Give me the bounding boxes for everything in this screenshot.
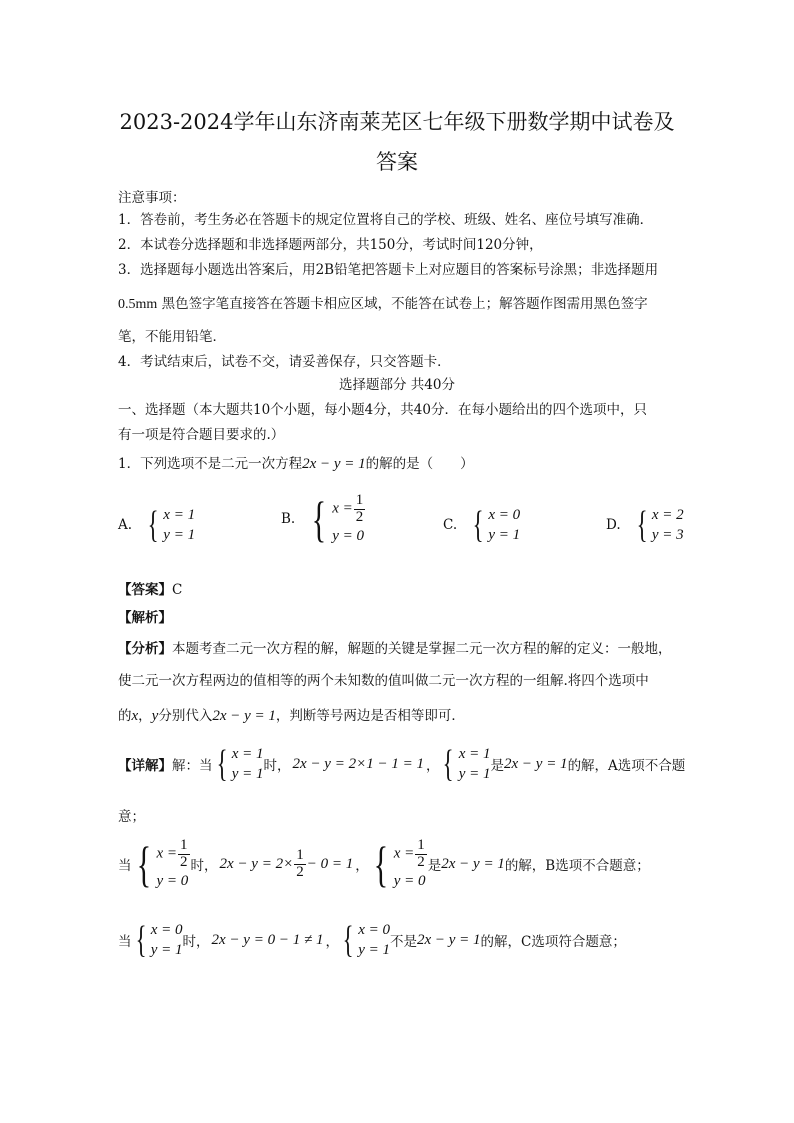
system-row: y = 1 xyxy=(358,942,390,959)
system-row: x = 0 xyxy=(150,922,183,938)
system-row: y = 1 xyxy=(458,766,491,783)
fraction-numerator: 1 xyxy=(180,837,188,853)
system-row: x = 1 xyxy=(458,746,491,762)
system-row xyxy=(394,838,428,871)
text: 的 xyxy=(118,708,132,724)
note-1: 1．答卷前，考生务必在答题卡的规定位置将自己的学校、班级、姓名、座位号填写准确． xyxy=(118,212,654,228)
equation-system xyxy=(469,505,520,546)
calculation: 2x − y = 0 − 1 ≠ 1 xyxy=(211,931,324,948)
system-row: x = 0 xyxy=(488,507,521,523)
fraction-denominator: 2 xyxy=(417,853,425,870)
x-prefix: x = xyxy=(393,845,415,862)
brace-icon: { xyxy=(216,743,228,786)
note-2: 2．本试卷分选择题和非选择题两部分，共150分，考试时间120分钟， xyxy=(118,237,543,253)
text: 的解，A选项不合题 xyxy=(567,758,686,775)
text: 是 xyxy=(427,858,442,875)
equation-system xyxy=(369,838,428,891)
note-3-text: 黑色签字笔直接答在答题卡相应区域，不能答在试卷上；解答题作图需用黑色签字 xyxy=(161,296,648,312)
system-row: y = 0 xyxy=(156,872,189,889)
question-1-prefix: 1．下列选项不是二元一次方程 xyxy=(118,456,303,472)
equation: 2x − y = 1 xyxy=(441,855,505,872)
section-heading-continued: 有一项是符合题目要求的.） xyxy=(118,427,285,443)
system-row: y = 0 xyxy=(332,527,364,544)
option-label: C. xyxy=(443,517,458,534)
note-3-end: 笔，不能用铅笔． xyxy=(118,329,226,345)
question-1-suffix: 的解的是（ ） xyxy=(365,456,474,472)
text: 当 xyxy=(118,934,132,951)
option-c xyxy=(443,505,520,546)
x-prefix: x = xyxy=(332,500,353,517)
detail-line-a-continued: 意； xyxy=(118,809,145,825)
option-label: D. xyxy=(606,517,621,534)
text: ， xyxy=(138,708,152,724)
text: ，判断等号两边是否相等即可． xyxy=(275,708,465,724)
system-row: x = 0 xyxy=(358,922,390,938)
note-3-continued xyxy=(118,292,648,313)
notes-heading: 注意事项： xyxy=(118,190,186,206)
analysis-label: 【解析】 xyxy=(118,610,172,626)
page-title: 2023-2024学年山东济南莱芜区七年级下册数学期中试卷及 xyxy=(119,110,675,134)
fraction-numerator: 1 xyxy=(296,847,304,864)
text: ， xyxy=(425,758,440,775)
variable-y: y xyxy=(151,708,159,724)
system-row xyxy=(157,838,191,871)
brace-icon: { xyxy=(312,491,327,548)
fraction-denominator: 2 xyxy=(180,853,188,870)
system-row: x = 1 xyxy=(163,507,196,523)
option-b xyxy=(281,493,366,546)
analysis-line-2: 使二元一次方程两边的值相等的两个未知数的值叫做二元一次方程的一组解.将四个选项中 xyxy=(118,673,649,689)
x-prefix: x = xyxy=(156,845,178,862)
text: ， xyxy=(325,934,339,951)
option-d xyxy=(606,505,684,546)
equation-system xyxy=(339,920,390,961)
analysis-line-1 xyxy=(118,637,672,657)
system-row: y = 1 xyxy=(488,527,521,544)
text: 的解，C选项符合题意； xyxy=(480,934,626,951)
note-4: 4．考试结束后，试卷不交，请妥善保存，只交答题卡． xyxy=(118,354,451,370)
answer-label: 【答案】 xyxy=(118,582,172,598)
brace-icon: { xyxy=(342,919,354,962)
fraction-numerator: 1 xyxy=(355,492,364,508)
equation-system xyxy=(132,920,183,961)
system-row: y = 1 xyxy=(163,527,196,544)
answer-value: C xyxy=(172,582,183,598)
note-3: 3．选择题每小题选出答案后，用2B铅笔把答题卡上对应题目的答案标号涂黑；非选择题用 xyxy=(118,262,659,278)
brace-icon: { xyxy=(136,836,151,893)
fraction-numerator: 1 xyxy=(417,837,425,853)
fraction-denominator: 2 xyxy=(355,508,364,525)
detail-line-a xyxy=(118,744,685,785)
option-label: B. xyxy=(281,511,296,528)
equation-system xyxy=(213,744,264,785)
brace-icon: { xyxy=(443,743,455,786)
page-title-continued: 答案 xyxy=(376,150,418,174)
question-1 xyxy=(118,452,474,473)
calculation: − 0 = 1 xyxy=(306,855,354,872)
text: 是 xyxy=(490,758,504,775)
text: 的解，B选项不合题意； xyxy=(504,858,650,875)
unit-text: 0.5mm xyxy=(118,297,158,312)
system-row: y = 1 xyxy=(231,766,264,783)
text: 时， xyxy=(263,758,291,775)
system-row: x = 1 xyxy=(231,746,264,762)
text: 当 xyxy=(118,858,132,875)
equation: 2x − y = 1 xyxy=(302,456,366,472)
equation: 2x − y = 1 xyxy=(212,708,276,724)
text: 分别代入 xyxy=(158,708,213,724)
equation-system xyxy=(144,505,195,546)
option-label: A. xyxy=(118,517,133,534)
brace-icon: { xyxy=(472,504,484,547)
equation-system xyxy=(132,838,191,891)
system-row: y = 0 xyxy=(393,872,426,889)
section-heading: 一、选择题（本大题共10个小题，每小题4分，共40分．在每小题给出的四个选项中，只 xyxy=(118,402,647,418)
answer xyxy=(118,578,182,598)
fraction-denominator: 2 xyxy=(296,863,304,880)
equation-system xyxy=(307,493,366,546)
equation: 2x − y = 1 xyxy=(416,931,481,948)
text: ， xyxy=(355,858,369,875)
brace-icon: { xyxy=(147,504,159,547)
detail-tag: 【详解】 xyxy=(118,758,172,775)
equation: 2x − y = 1 xyxy=(504,755,568,772)
brace-icon: { xyxy=(135,919,147,962)
brace-icon: { xyxy=(373,836,388,893)
part-title: 选择题部分 共40分 xyxy=(339,377,455,393)
system-row xyxy=(332,493,366,526)
detail-line-b xyxy=(118,838,650,891)
analysis-tag: 【分析】 xyxy=(118,641,172,657)
text: 不是 xyxy=(389,934,417,951)
text: 解：当 xyxy=(172,758,213,775)
detail-line-c xyxy=(118,920,626,961)
analysis-text: 本题考查二元一次方程的解，解题的关键是掌握二元一次方程的解的定义：一般地， xyxy=(172,641,672,657)
equation-system xyxy=(633,505,684,546)
text: 时， xyxy=(182,934,210,951)
calculation: 2x − y = 2×1 − 1 = 1 xyxy=(292,755,424,772)
system-row: y = 1 xyxy=(150,942,183,959)
variable-x: x xyxy=(131,708,139,724)
system-row: x = 2 xyxy=(651,507,684,523)
calculation: 2x − y = 2× xyxy=(219,855,294,872)
option-a xyxy=(118,505,195,546)
system-row: y = 3 xyxy=(651,527,684,544)
analysis-line-3 xyxy=(118,704,465,725)
text: 时， xyxy=(190,858,218,875)
brace-icon: { xyxy=(636,504,648,547)
equation-system xyxy=(439,744,490,785)
